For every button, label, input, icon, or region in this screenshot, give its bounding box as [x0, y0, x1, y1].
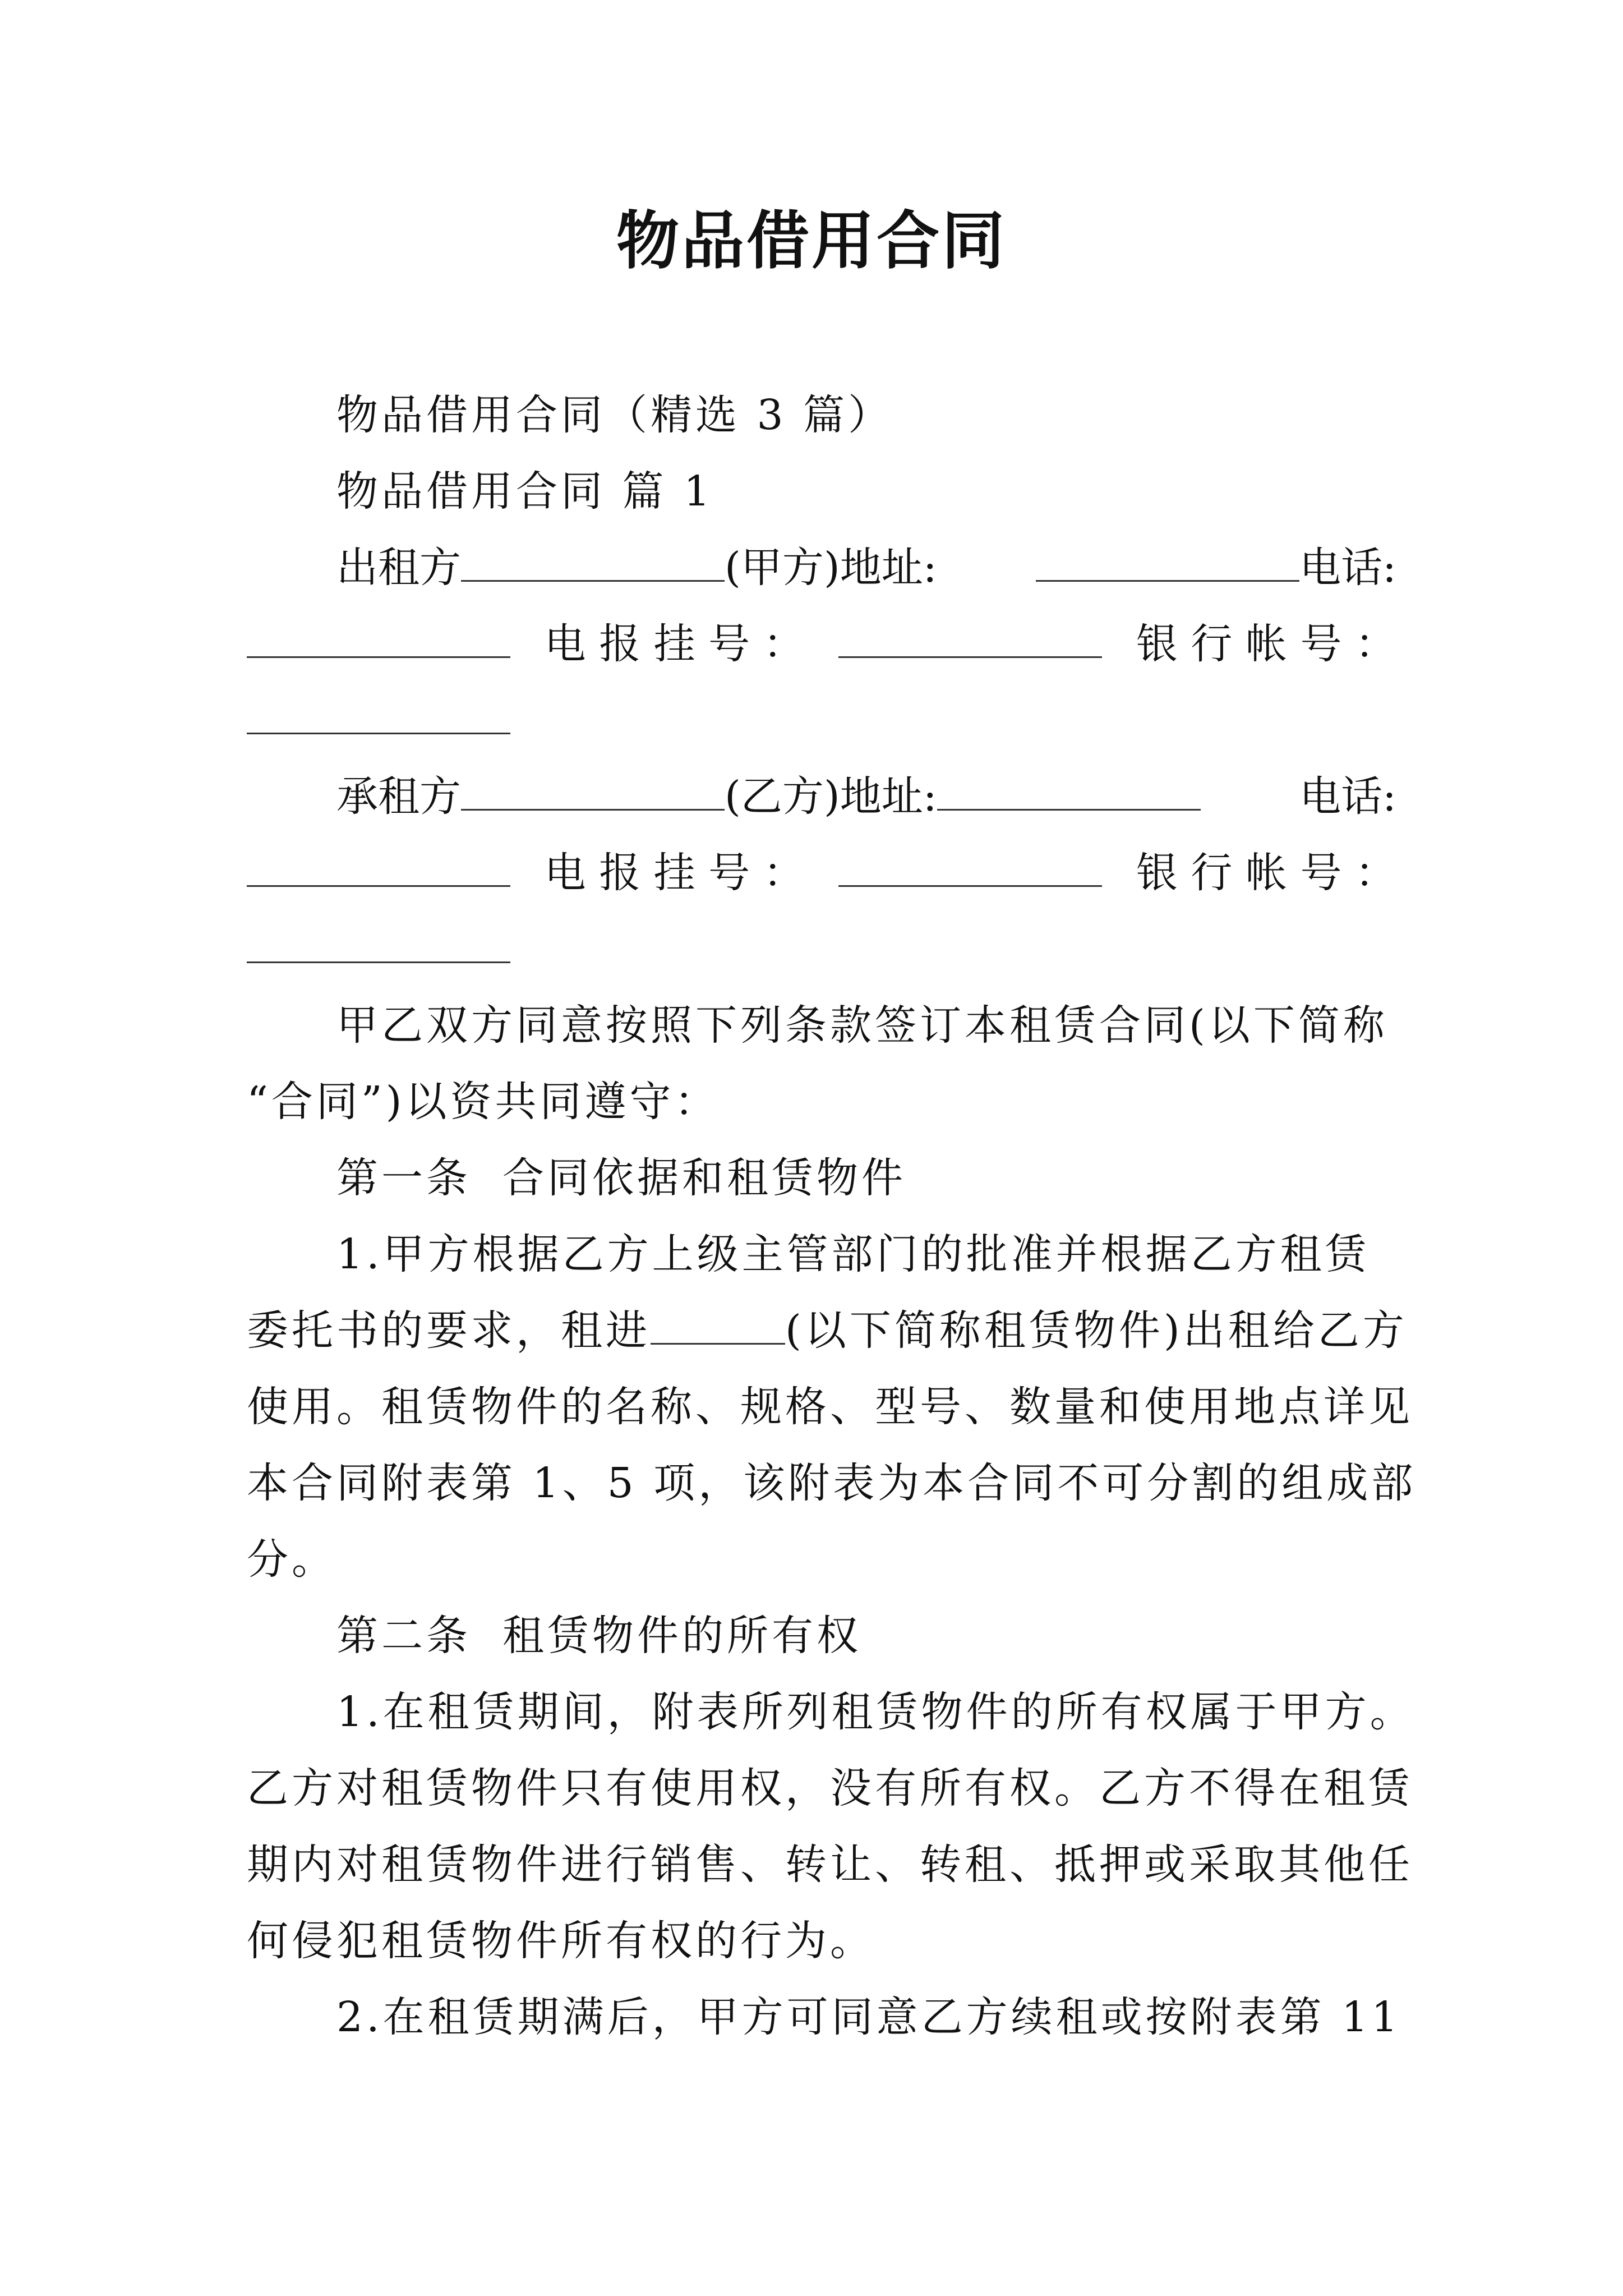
party-b-line-3 [247, 911, 1396, 987]
party-a-bank-label: 银 行 帐 号 ： [1136, 620, 1396, 668]
leased-item-blank [651, 1305, 785, 1345]
party-a-name-group [336, 530, 937, 606]
intro-line-2: “合同”)以资共同遵守： [247, 1078, 720, 1126]
party-a-line-2 [247, 606, 1396, 682]
party-a-telegraph-label: 电 报 挂 号 ： [544, 620, 805, 668]
party-a-address-label: (甲方)地址: [725, 544, 937, 592]
party-b-name-blank [461, 771, 725, 811]
section-2-number: 第二条 [336, 1612, 471, 1660]
document-title: 物品借用合同 [616, 204, 1007, 278]
section-1-number: 第一条 [336, 1154, 471, 1202]
party-a-phone-group [1036, 530, 1396, 606]
party-b-phone-label: 电话: [1299, 772, 1396, 821]
section-1-title: 合同依据和租赁物件 [502, 1154, 906, 1202]
party-a-address-blank [1036, 542, 1299, 582]
document-subtitle: 物品借用合同（精选 3 篇） [336, 391, 893, 439]
party-b-telegraph-label: 电 报 挂 号 ： [544, 849, 805, 897]
section-1-item-1-post: (以下简称租赁物件)出租给乙方 [785, 1306, 1408, 1355]
section-2-item-1-line-3: 期内对租赁物件进行销售、转让、转租、抵押或采取其他任 [247, 1841, 1413, 1889]
section-1-item-1-line-2 [247, 1292, 1408, 1369]
section-2-item-1-line-1: 1.在租赁期间，附表所列租赁物件的所有权属于甲方。 [336, 1688, 1415, 1736]
section-1-item-1-line-5: 分。 [247, 1535, 336, 1584]
party-a-phone-label: 电话: [1299, 544, 1396, 592]
party-a-line [336, 530, 1396, 606]
article-heading: 物品借用合同 篇 1 [336, 467, 714, 516]
section-2-item-2-line-1: 2.在租赁期满后，甲方可同意乙方续租或按附表第 11 [336, 1993, 1401, 2041]
party-b-address-blank [937, 771, 1201, 811]
party-b-address-label: (乙方)地址: [725, 772, 937, 821]
section-1-item-1-line-4: 本合同附表第 1、5 项，该附表为本合同不可分割的组成部 [247, 1459, 1417, 1507]
party-b-line-2 [247, 835, 1396, 911]
party-b-name-group [336, 758, 1201, 835]
party-a-bank-blank [247, 695, 510, 734]
party-a-label: 出租方 [336, 544, 461, 592]
section-2-heading [336, 1598, 1396, 1674]
party-a-phone-blank [247, 619, 510, 658]
section-2-title: 租赁物件的所有权 [502, 1612, 861, 1660]
party-b-bank-blank [247, 924, 510, 963]
party-a-name-blank [461, 542, 725, 582]
party-a-telegraph-blank [838, 619, 1102, 658]
party-b-line [336, 758, 1396, 835]
section-1-heading [336, 1140, 1396, 1216]
section-2-item-1-line-4: 何侵犯租赁物件所有权的行为。 [247, 1917, 875, 1965]
intro-line-1: 甲乙双方同意按照下列条款签订本租赁合同(以下简称 [336, 1001, 1388, 1050]
party-b-bank-label: 银 行 帐 号 ： [1136, 849, 1396, 897]
section-1-item-1-line-1: 1.甲方根据乙方上级主管部门的批准并根据乙方租赁 [336, 1230, 1370, 1278]
party-a-line-3 [247, 682, 1396, 758]
section-1-item-1-pre: 委托书的要求，租进 [247, 1306, 651, 1355]
party-b-label: 承租方 [336, 772, 461, 821]
party-b-telegraph-blank [838, 848, 1102, 887]
party-b-phone-blank [247, 848, 510, 887]
section-2-item-1-line-2: 乙方对租赁物件只有使用权，没有所有权。乙方不得在租赁 [247, 1764, 1413, 1812]
section-1-item-1-line-3: 使用。租赁物件的名称、规格、型号、数量和使用地点详见 [247, 1383, 1413, 1431]
